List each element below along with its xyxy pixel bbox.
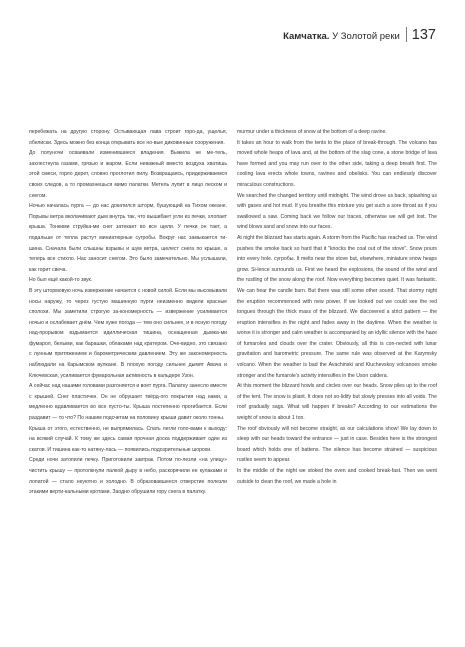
paragraph: перебежать на другую сторону. Остывающая лава строит горо-да, ущелья, обелиски. Здесь можно без конца открывать все но-вые диковинные сооружения. bbox=[29, 129, 227, 146]
paragraph: In the middle of the night we stoked the oven and cooked break-fast. Then we went outside to clean the roof, we made a hole in bbox=[237, 468, 437, 485]
paragraph: В эту штормовую ночь извержение начается с новой силой. Если мы высовывали носы наружу, то через густую машинную пурги неизменно видели красные сполохи. Мы заметили строгую за-кономерность — извержение усиливается ночью и ослабевает днём. Чем хуже погода — тем оно сильнее, и в ясную погоду над-прорывом вздымается идиллическая тишина, оснащенная дымка-ми фумарол, белыми, как барашки, облаками над кратером. Оче-видно, это связано с лунным притяжением и барометрическим давлением. Эту же закономерность наблюдали на Карымском вулкане. В плохую погоду сильнее дымят Авача и Ключевская, усиливается фумарольная активность в кальдере Узон. bbox=[29, 287, 227, 379]
paragraph: А сейчас над нашими головами разгоняется и воет пурга. Палатку занесло вместе с крышей. Снег пластичен. Он не обрушает твёрд-ого покрытия над нами, а медленно вдавливается во все пусто-ты. Крыша постепенно прогибается. Если раздавит — то что? По нашим подсчетам на половину крыши давит около тонны. bbox=[29, 383, 227, 422]
paragraph: The roof obviously will not become straight, as our calculations show! We lay down to sleep with our heads toward the entrance — just in case. Besides here is the strongest board which holds one of battens. The silence has become strained — suspicious rustles seem to appear. bbox=[237, 425, 437, 464]
paragraph: До полуночи осваивали изменившиеся владения. Выжила не ме-тель, захлестнула газами, грязью и жаром. Если неважный вместо воздуха хватишь этой смеси, горло дерет, словно проглотил пилу. Возвращаясь, придерживаемся своих следов, а то промахнешься мимо палатки. Метель лупит в лицо песком и снегом. bbox=[29, 150, 227, 199]
running-head bbox=[283, 24, 436, 43]
paragraph: At this moment the blizzard howls and circles over our heads. Snow piles up to the roof of the tent. The snow is pliant. It does not so-lidify but slowly presses into all voids. The roof gradually sags. What will happen if breaks? According to our estimations the weight of snow is about 1 ton. bbox=[237, 383, 437, 422]
paragraph: Но был ещё какой-то звук. bbox=[29, 277, 93, 284]
chapter-title: У Золотой реки bbox=[332, 31, 400, 42]
paragraph: At night the blizzard has starts again. A storm from the Pacific has reached us. The wind pushes the smoke back so hard that it "knocks the coal out of the stove". Snow pours into every hole. сугробы. It melts near the stove but, elsewhere, miniature snow heaps grow. Si-lence surrounds us. First we heard the explosions, the sound of the wind and the rustling of the snow along the roof. Now everything becomes quiet. It was fantastic. We can hear the candle burn. But there was still some other sound. That stormy night the eruption recommenced with new power. If we looked out we could see the red tongues through the thick mass of the blizzard. We discovered a strict pattern — the eruption intensifies in the night and fades away in the daytime. When the weather is worse it is stronger and calm weather is accompanied by an idyllic silence with the haze of fumaroles and clouds over the crater. Obviously, all this is con-nected with lunar gravitation and barometric pressure. The same rule was observed at the Karymsky volcano. When the weather is bad the Avachinski and Kluchevskoy volcanoes smoke stronger and the fumarole's activity intensifies in the Uson caldera. bbox=[237, 234, 437, 379]
paragraph: Ночью началась пурга — до нас докатился шторм, бушующий на Тихом океане. Порывы ветра вколачивают дым внутрь так, что вышибает угли из печки, хлопает крыша. Тонкими струйка-ми снег затекает во все щели. У печки он тает, а подальше от тепла растут миниатюрные сугробы. Вокруг нас замыкается ти-шина. Сначала были слышны взрывы и шум ветра, шелест снега по крыше, а теперь все стихло. Нас заносит снегом. Это было замечательно. Мы услышали, как горит свеча. bbox=[29, 203, 227, 273]
paragraph: It takes an hour to walk from the tents to the place of break-through. The volcano has moved whole heaps of lava and, at the bottom of the slag cone, a stone bridge of lava have formed and you may run over to the other side, taking a deep breath first. The cooling lava erects whole towns, ravines and obelisks. You can endlessly discover miraculous constructions. bbox=[237, 139, 437, 188]
russian-text-column bbox=[29, 127, 227, 498]
paragraph: murmur under a thickness of snow at the bottom of a deep ravine. bbox=[237, 129, 387, 135]
running-head-divider bbox=[406, 27, 407, 42]
paragraph: Среди ночи затопили печку. Приготовили завтрак. Потом по-лезли «на улицу» чистить крышу — протолкнули палкой дыру в небо, раскорячили ее кулаками и лопатой — стало неуютно и холодно. В образовавшееся отверстие полезли этакими верти-кальными кротами. Заодно обрушили гору снега в палатку. bbox=[29, 457, 227, 496]
page-number: 137 bbox=[411, 27, 436, 43]
book-title: Камчатка. bbox=[283, 31, 330, 42]
running-head-title bbox=[283, 31, 400, 42]
paragraph: We searched the changed territory until midnight. The wind drove us back, splashing us with gases and hot mud. If you breathe this mixture you get such a sore throat as if you swallowed a saw. Coming back we follow our traces, otherwise we will get lost. The wind blows sand and snow into our faces. bbox=[237, 192, 437, 231]
paragraph: Крыша от этого, естественно, не выпрямилась. Спать легли голо-вами к выходу: на всякий случай. К тому же здесь самая прочная доска поддерживает один из скатов. И тишина как-то натяну-лась — появились подозрительные шорохи. bbox=[29, 425, 227, 453]
english-text-column bbox=[237, 127, 437, 487]
